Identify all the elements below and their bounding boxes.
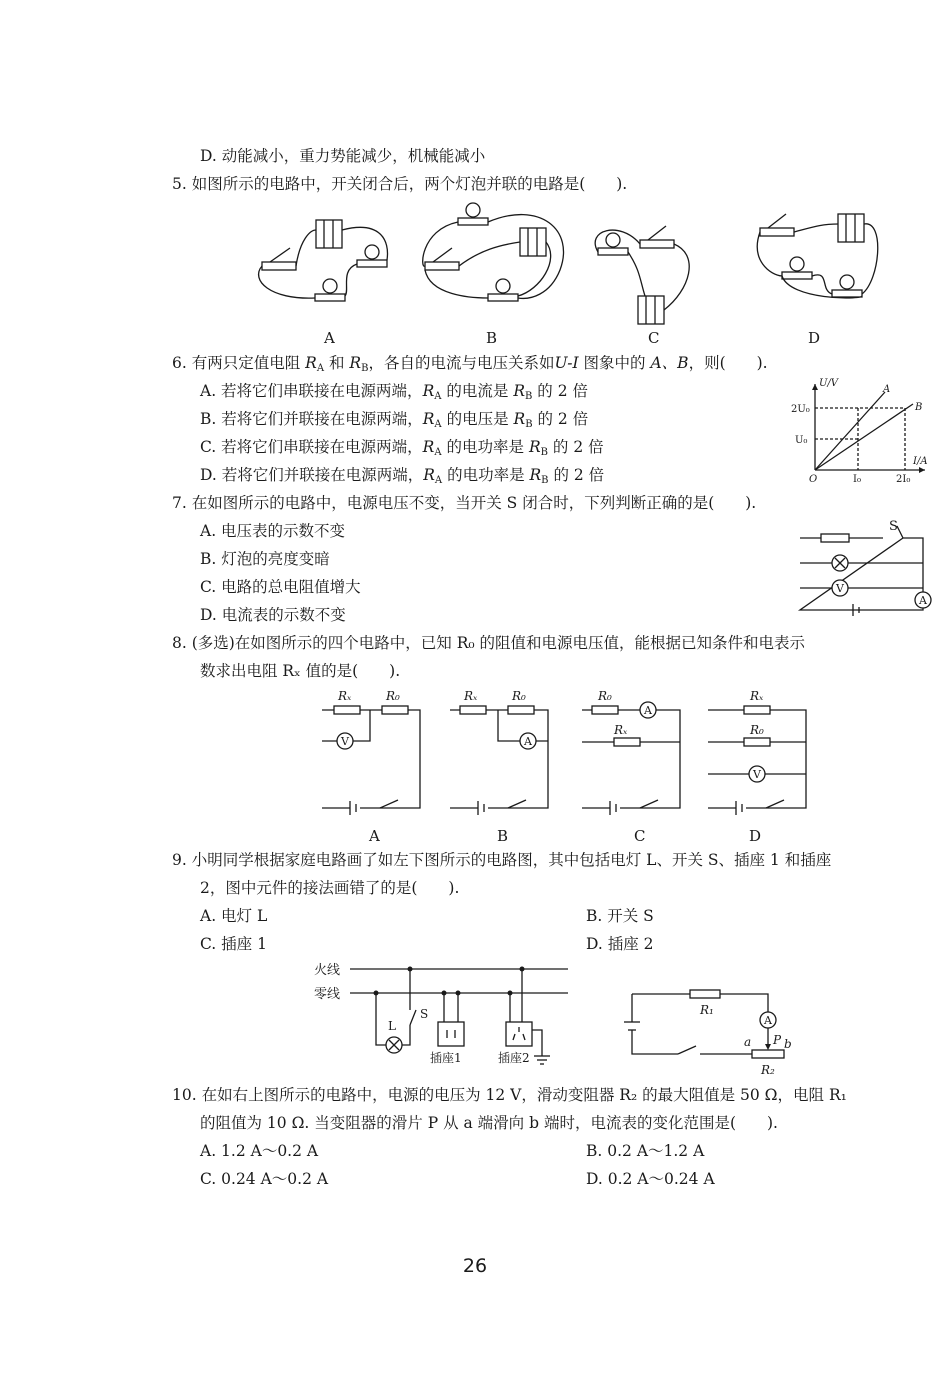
q6-option-b: B. 若将它们并联接在电源两端，$R_A$ 的电压是 $R_B$ 的 2 倍: [200, 410, 589, 430]
q8-c-ammeter: A: [644, 704, 652, 717]
q9-option-c: C. 插座 1: [200, 935, 267, 953]
graph-line-a: A: [883, 384, 891, 395]
q9-line2: 2，图中元件的接法画错了的是( ).: [200, 879, 460, 897]
q10-p-label: P: [773, 1033, 782, 1047]
q7-option-c: C. 电路的总电阻值增大: [200, 578, 361, 596]
q10-line1: 10. 在如右上图所示的电路中，电源的电压为 12 V，滑动变阻器 R₂ 的最大阻值是 50 Ω，电阻 R₁: [172, 1086, 847, 1104]
q8-a-r0: R₀: [386, 689, 400, 703]
q5-label-b: B: [486, 329, 498, 347]
q10-line2: 的阻值为 10 Ω. 当变阻器的滑片 P 从 a 端滑向 b 端时，电流表的变化范围是( ).: [200, 1114, 778, 1132]
q8-d-voltmeter: V: [753, 768, 761, 781]
q9-option-b: B. 开关 S: [586, 907, 654, 925]
q4-option-d: D. 动能减小，重力势能减少，机械能减小: [200, 147, 486, 165]
q6-ui-graph: [791, 378, 935, 498]
q8-line1: 8. (多选)在如图所示的四个电路中，已知 R₀ 的阻值和电源电压值，能根据已知条件和电表示: [172, 634, 806, 652]
q7-voltmeter-label: V: [836, 582, 844, 595]
q5-circuit-b: [423, 203, 564, 301]
page-number: 26: [462, 1255, 488, 1277]
graph-line-b: B: [915, 402, 923, 413]
graph-y-u0: U₀: [795, 435, 808, 446]
q7-option-d: D. 电流表的示数不变: [200, 606, 346, 624]
graph-y-2u0: 2U₀: [791, 404, 810, 415]
q5-label-c: C: [648, 329, 660, 347]
q7-switch-label: S: [889, 519, 898, 534]
q5-circuit-a: [259, 220, 388, 301]
q9-socket2-label: 插座2: [498, 1051, 530, 1065]
graph-x-i0: I₀: [853, 474, 861, 485]
q6-option-d: D. 若将它们并联接在电源两端，$R_A$ 的电功率是 $R_B$ 的 2 倍: [200, 466, 605, 486]
graph-x-2i0: 2I₀: [896, 474, 911, 485]
q9-line1: 9. 小明同学根据家庭电路画了如左下图所示的电路图，其中包括电灯 L、开关 S、插座 1 和插座: [172, 851, 832, 869]
q9-lamp-label: L: [388, 1019, 396, 1033]
q10-a-label: a: [744, 1035, 752, 1049]
q8-label-d: D: [749, 827, 762, 845]
q5-circuit-d: [757, 214, 877, 298]
q8-b-ammeter: A: [524, 735, 532, 748]
q5-figures: [0, 200, 950, 350]
q7-option-b: B. 灯泡的亮度变暗: [200, 550, 330, 568]
q5-stem: 5. 如图所示的电路中，开关闭合后，两个灯泡并联的电路是( ).: [172, 175, 628, 193]
q8-c-rx: Rₓ: [614, 723, 628, 737]
q8-label-a: A: [369, 827, 380, 845]
q9-live-label: 火线: [314, 963, 341, 978]
q9-neutral-label: 零线: [314, 987, 341, 1002]
q8-d-rx: Rₓ: [750, 689, 764, 703]
q10-ammeter-label: A: [764, 1014, 772, 1027]
q7-circuit: [795, 518, 945, 618]
q8-label-b: B: [497, 827, 509, 845]
q8-d-r0: R₀: [750, 723, 764, 737]
q8-circuit-b: [450, 689, 548, 815]
q8-circuits: [0, 686, 950, 846]
q9-switch-label: S: [420, 1007, 429, 1021]
q9-option-d: D. 插座 2: [586, 935, 654, 953]
q6-stem: 6. 有两只定值电阻 $R_A$ 和 $R_B$，各自的电流与电压关系如U-I 图象中的 A、B，则( ).: [172, 354, 768, 374]
q7-option-a: A. 电压表的示数不变: [200, 522, 346, 540]
q9-socket1-label: 插座1: [430, 1051, 462, 1065]
q10-b-label: b: [784, 1037, 792, 1051]
q9-option-a: A. 电灯 L: [200, 907, 268, 925]
q7-stem: 7. 在如图所示的电路中，电源电压不变，当开关 S 闭合时，下列判断正确的是( ).: [172, 494, 757, 512]
q8-a-rx: Rₓ: [338, 689, 352, 703]
q5-circuit-c: [595, 226, 689, 324]
q8-circuit-a: [322, 689, 420, 815]
q10-circuit: [620, 984, 810, 1084]
q8-circuit-c: [582, 689, 680, 815]
q8-label-c: C: [634, 827, 646, 845]
graph-y-axis-label: U/V: [819, 378, 839, 389]
q7-ammeter-label: A: [919, 594, 927, 607]
q10-option-d: D. 0.2 A～0.24 A: [586, 1170, 715, 1188]
q10-option-b: B. 0.2 A～1.2 A: [586, 1142, 705, 1160]
q8-b-rx: Rₓ: [464, 689, 478, 703]
q8-b-r0: R₀: [512, 689, 526, 703]
q5-label-a: A: [324, 329, 335, 347]
q10-r1-label: R₁: [700, 1003, 714, 1017]
q9-house-circuit: [310, 960, 580, 1070]
q10-r2-label: R₂: [761, 1063, 775, 1077]
q6-option-c: C. 若将它们串联接在电源两端，$R_A$ 的电功率是 $R_B$ 的 2 倍: [200, 438, 604, 458]
q8-a-voltmeter: V: [341, 735, 349, 748]
q8-line2: 数求出电阻 Rₓ 值的是( ).: [200, 662, 401, 680]
q8-c-r0: R₀: [598, 689, 612, 703]
q10-option-c: C. 0.24 A～0.2 A: [200, 1170, 329, 1188]
q8-circuit-d: [708, 689, 806, 815]
q6-option-a: A. 若将它们串联接在电源两端，$R_A$ 的电流是 $R_B$ 的 2 倍: [200, 382, 589, 402]
q10-option-a: A. 1.2 A～0.2 A: [200, 1142, 319, 1160]
graph-x-axis-label: I/A: [913, 456, 928, 467]
q5-label-d: D: [808, 329, 821, 347]
graph-origin: O: [809, 474, 818, 485]
